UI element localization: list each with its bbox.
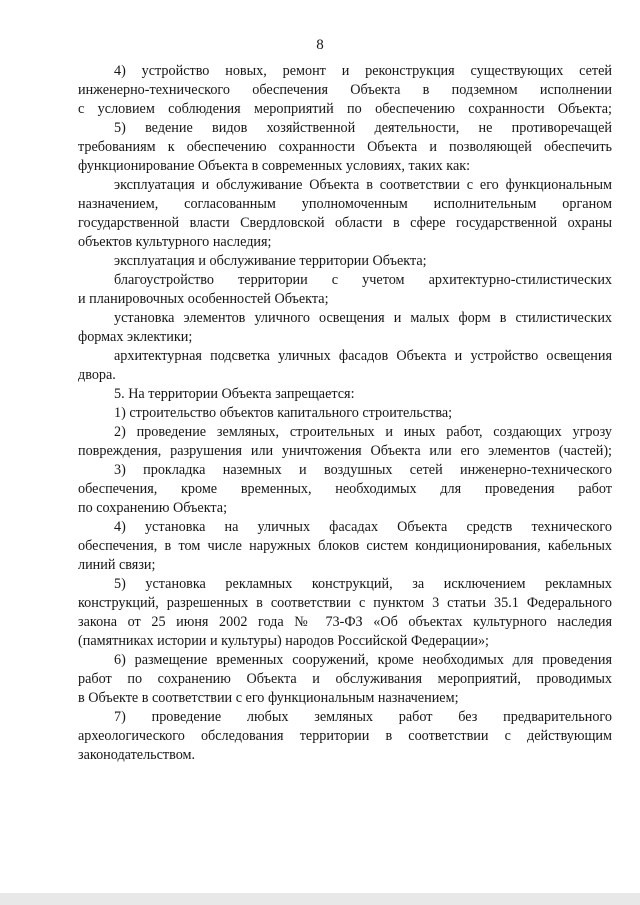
text-line: назначением, согласованным уполномоченным исполнительным органом <box>78 196 612 212</box>
text-line: объектов культурного наследия; <box>78 234 272 250</box>
text-line: 5. На территории Объекта запрещается: <box>114 386 355 402</box>
text-line: формах эклектики; <box>78 329 193 345</box>
text-line: 5) ведение видов хозяйственной деятельности, не противоречащей <box>114 120 612 136</box>
text-line: и планировочных особенностей Объекта; <box>78 291 329 307</box>
scan-edge <box>0 893 640 905</box>
text-line: линий связи; <box>78 557 156 573</box>
text-line: 5) установка рекламных конструкций, за исключением рекламных <box>114 576 612 592</box>
text-line: в Объекте в соответствии с его функциональным назначением; <box>78 690 459 706</box>
text-line: государственной власти Свердловской области в сфере государственной охраны <box>78 215 612 231</box>
text-line: законодательством. <box>78 747 196 763</box>
text-line: 1) строительство объектов капитального строительства; <box>114 405 453 421</box>
text-line: требованиям к обеспечению сохранности Объекта и позволяющей обеспечить <box>78 139 612 155</box>
text-line: эксплуатация и обслуживание территории Объекта; <box>114 253 427 269</box>
text-line: функционирование Объекта в современных условиях, таких как: <box>78 158 471 174</box>
text-line: 6) размещение временных сооружений, кроме необходимых для проведения <box>114 652 612 668</box>
text-line: закона от 25 июня 2002 года № 73-ФЗ «Об объектах культурного наследия <box>78 614 612 630</box>
text-line: повреждения, разрушения или уничтожения Объекта или его элементов (частей); <box>78 443 612 459</box>
text-line: обеспечения, кроме временных, необходимых для проведения работ <box>78 481 612 497</box>
text-line: 3) прокладка наземных и воздушных сетей инженерно-технического <box>114 462 612 478</box>
document-body <box>78 62 612 765</box>
text-line: с условием соблюдения мероприятий по обеспечению сохранности Объекта; <box>78 101 612 117</box>
text-line: работ по сохранению Объекта и обслуживания мероприятий, проводимых <box>78 671 612 687</box>
page-number: 8 <box>316 37 324 53</box>
text-line: архитектурная подсветка уличных фасадов Объекта и устройство освещения <box>114 348 612 364</box>
text-line: конструкций, разрешенных в соответствии с пунктом 3 статьи 35.1 Федерального <box>78 595 612 611</box>
text-line: установка элементов уличного освещения и малых форм в стилистических <box>114 310 612 326</box>
text-line: эксплуатация и обслуживание Объекта в соответствии с его функциональным <box>114 177 612 193</box>
text-line: археологического обследования территории в соответствии с действующим <box>78 728 612 744</box>
text-line: двора. <box>78 367 116 383</box>
text-line: инженерно-технического обеспечения Объекта в подземном исполнении <box>78 82 612 98</box>
text-line: 2) проведение земляных, строительных и иных работ, создающих угрозу <box>114 424 612 440</box>
text-line: благоустройство территории с учетом архитектурно-стилистических <box>114 272 612 288</box>
text-line: (памятниках истории и культуры) народов Российской Федерации»; <box>78 633 489 649</box>
text-line: 4) устройство новых, ремонт и реконструкция существующих сетей <box>114 63 612 79</box>
text-line: обеспечения, в том числе наружных блоков систем кондиционирования, кабельных <box>78 538 612 554</box>
text-line: по сохранению Объекта; <box>78 500 228 516</box>
text-line: 7) проведение любых земляных работ без предварительного <box>114 709 612 725</box>
text-line: 4) установка на уличных фасадах Объекта средств технического <box>114 519 612 535</box>
